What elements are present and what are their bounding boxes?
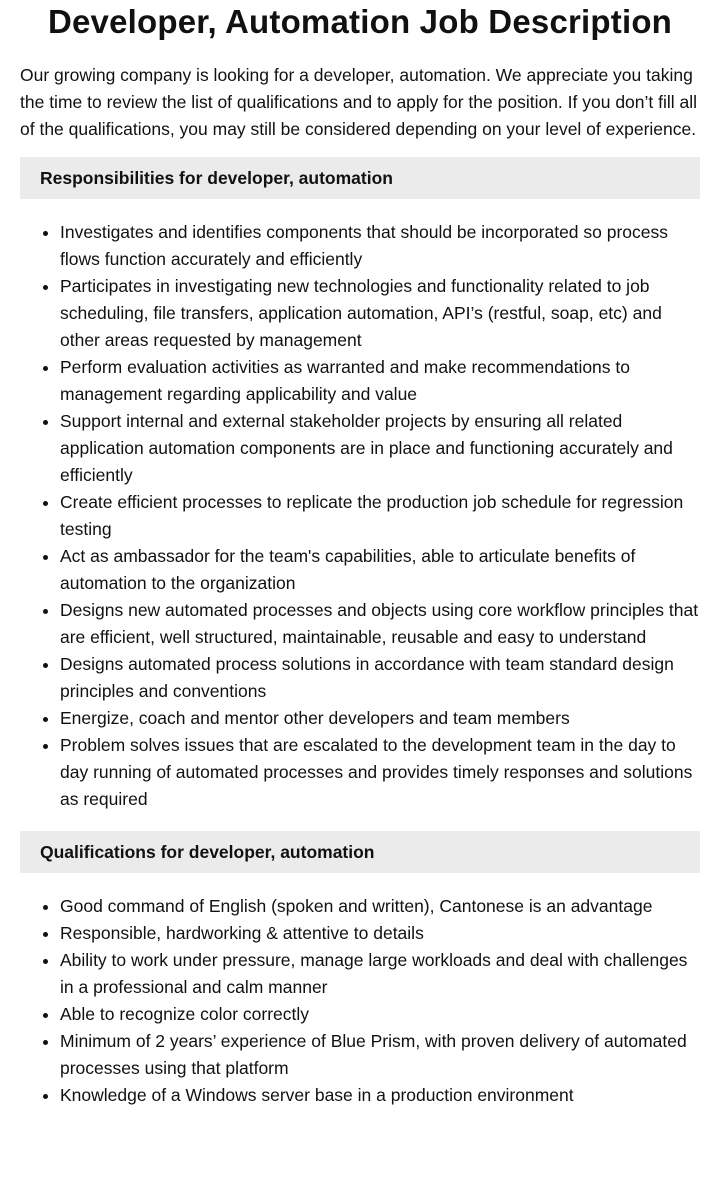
intro-paragraph: Our growing company is looking for a developer, automation. We appreciate you taking the time to review the list of qualifications and to apply for the position. If you don’t fill all of the qualifications, you may still be considered depending on your level of experience.	[20, 65, 698, 139]
list-item: • Responsible, hardworking & attentive to details	[60, 920, 700, 947]
list-item: • Good command of English (spoken and written), Cantonese is an advantage	[60, 893, 700, 920]
list-item: • Investigates and identifies components that should be incorporated so process flows function accurately and efficiently	[60, 219, 700, 273]
qualifications-list	[20, 893, 700, 1109]
responsibilities-heading: Responsibilities for developer, automation	[20, 157, 700, 199]
list-item: • Perform evaluation activities as warranted and make recommendations to management regarding applicability and value	[60, 354, 700, 408]
list-item: • Knowledge of a Windows server base in a production environment	[60, 1082, 700, 1109]
list-item: • Designs new automated processes and objects using core workflow principles that are efficient, well structured, maintainable, reusable and easy to understand	[60, 597, 700, 651]
responsibilities-list	[20, 219, 700, 813]
list-item: • Energize, coach and mentor other developers and team members	[60, 705, 700, 732]
list-item: • Participates in investigating new technologies and functionality related to job scheduling, file transfers, application automation, API’s (restful, soap, etc) and other areas requested by management	[60, 273, 700, 354]
list-item: • Problem solves issues that are escalated to the development team in the day to day running of automated processes and provides timely responses and solutions as required	[60, 732, 700, 813]
list-item: • Minimum of 2 years’ experience of Blue Prism, with proven delivery of automated processes using that platform	[60, 1028, 700, 1082]
list-item: • Create efficient processes to replicate the production job schedule for regression testing	[60, 489, 700, 543]
list-item: • Act as ambassador for the team's capabilities, able to articulate benefits of automation to the organization	[60, 543, 700, 597]
list-item: • Ability to work under pressure, manage large workloads and deal with challenges in a professional and calm manner	[60, 947, 700, 1001]
page-title: Developer, Automation Job Description	[47, 3, 673, 40]
qualifications-heading: Qualifications for developer, automation	[20, 831, 700, 873]
list-item: • Support internal and external stakeholder projects by ensuring all related application automation components are in place and functioning accurately and efficiently	[60, 408, 700, 489]
list-item: • Able to recognize color correctly	[60, 1001, 700, 1028]
list-item: • Designs automated process solutions in accordance with team standard design principles and conventions	[60, 651, 700, 705]
